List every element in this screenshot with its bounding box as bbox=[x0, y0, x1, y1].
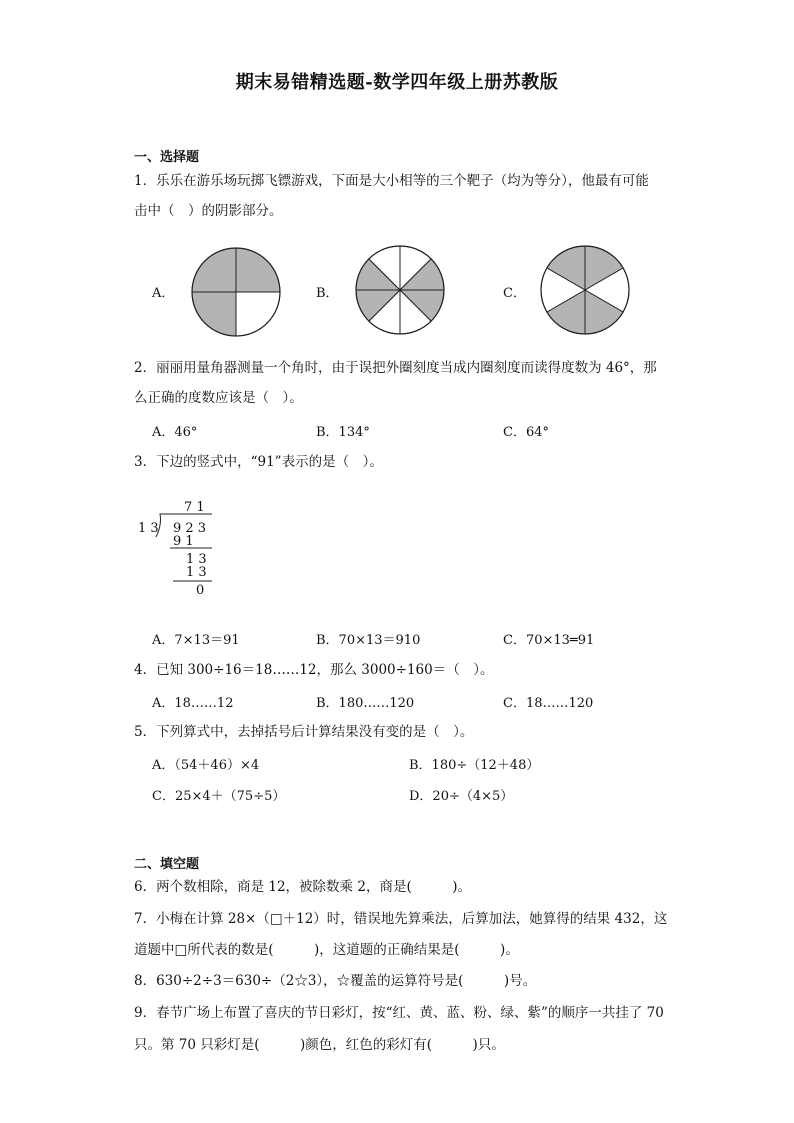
target-c-sixths bbox=[539, 244, 631, 336]
question-2-line-1: 2．丽丽用量角器测量一个角时，由于误把外圈刻度当成内圈刻度而读得度数为 46°，那 bbox=[134, 360, 657, 376]
division-final-remainder: 0 bbox=[196, 583, 205, 598]
question-6-line-1: 6．两个数相除，商是 12，被除数乘 2，商是( )。 bbox=[134, 879, 471, 895]
option-1a-label: A． bbox=[152, 286, 175, 301]
division-bracket-lines bbox=[155, 513, 215, 583]
question-1-line-1: 1．乐乐在游乐场玩掷飞镖游戏，下面是大小相等的三个靶子（均为等分），他最有可能 bbox=[134, 173, 649, 189]
option-4c: C．18……120 bbox=[503, 696, 594, 711]
option-5c: C．25×4＋（75÷5） bbox=[152, 789, 286, 804]
division-step-product-2: 1 3 bbox=[186, 565, 207, 580]
division-step-product: 9 1 bbox=[173, 534, 194, 549]
section-heading-choice: 一、选择题 bbox=[134, 150, 200, 165]
target-a-quarters bbox=[190, 246, 282, 338]
option-4b: B．180……120 bbox=[316, 696, 415, 711]
division-dividend: 9 2 3 bbox=[173, 521, 207, 536]
section-heading-fill: 二、填空题 bbox=[134, 857, 200, 872]
page-title: 期末易错精选题-数学四年级上册苏教版 bbox=[235, 72, 559, 93]
question-8-line-1: 8．630÷2÷3＝630÷（2☆3），☆覆盖的运算符号是( )号。 bbox=[134, 973, 537, 989]
question-5-line-1: 5．下列算式中，去掉括号后计算结果没有变的是（ ）。 bbox=[134, 724, 474, 740]
option-3a: A．7×13＝91 bbox=[152, 633, 240, 648]
question-1-line-2: 击中（ ）的阴影部分。 bbox=[134, 203, 283, 219]
division-quotient: 7 1 bbox=[184, 500, 205, 515]
option-2c: C．64° bbox=[503, 425, 549, 440]
option-2a: A．46° bbox=[152, 425, 198, 440]
question-9-line-2: 只。第 70 只彩灯是( )颜色，红色的彩灯有( )只。 bbox=[134, 1037, 505, 1053]
question-7-line-1: 7．小梅在计算 28×（□＋12）时，错误地先算乘法，后算加法，她算得的结果 432，这 bbox=[134, 911, 668, 927]
question-3-line-1: 3．下边的竖式中，“91”表示的是（ ）。 bbox=[134, 454, 383, 470]
option-3b: B．70×13＝910 bbox=[316, 633, 421, 648]
question-2-line-2: 么正确的度数应该是（ ）。 bbox=[134, 390, 303, 406]
option-2b: B．134° bbox=[316, 425, 370, 440]
target-b-eighths bbox=[354, 244, 446, 336]
option-5b: B．180÷（12＋48） bbox=[409, 758, 540, 773]
division-step-remainder: 1 3 bbox=[186, 552, 207, 567]
option-4a: A．18……12 bbox=[152, 696, 234, 711]
question-4-line-1: 4．已知 300÷16＝18……12，那么 3000÷160＝（ ）。 bbox=[134, 662, 494, 678]
option-1b-label: B． bbox=[316, 286, 339, 301]
option-1c-label: C． bbox=[503, 286, 526, 301]
option-5a: A．（54＋46）×4 bbox=[152, 758, 260, 773]
option-5d: D．20÷（4×5） bbox=[409, 789, 514, 804]
question-9-line-1: 9．春节广场上布置了喜庆的节日彩灯，按“红、黄、蓝、粉、绿、紫”的顺序一共挂了 70 bbox=[134, 1005, 664, 1021]
division-divisor: 1 3 bbox=[138, 521, 159, 536]
option-3c: C．70×13═91 bbox=[503, 633, 595, 648]
question-7-line-2: 道题中□所代表的数是( )，这道题的正确结果是( )。 bbox=[134, 942, 519, 958]
